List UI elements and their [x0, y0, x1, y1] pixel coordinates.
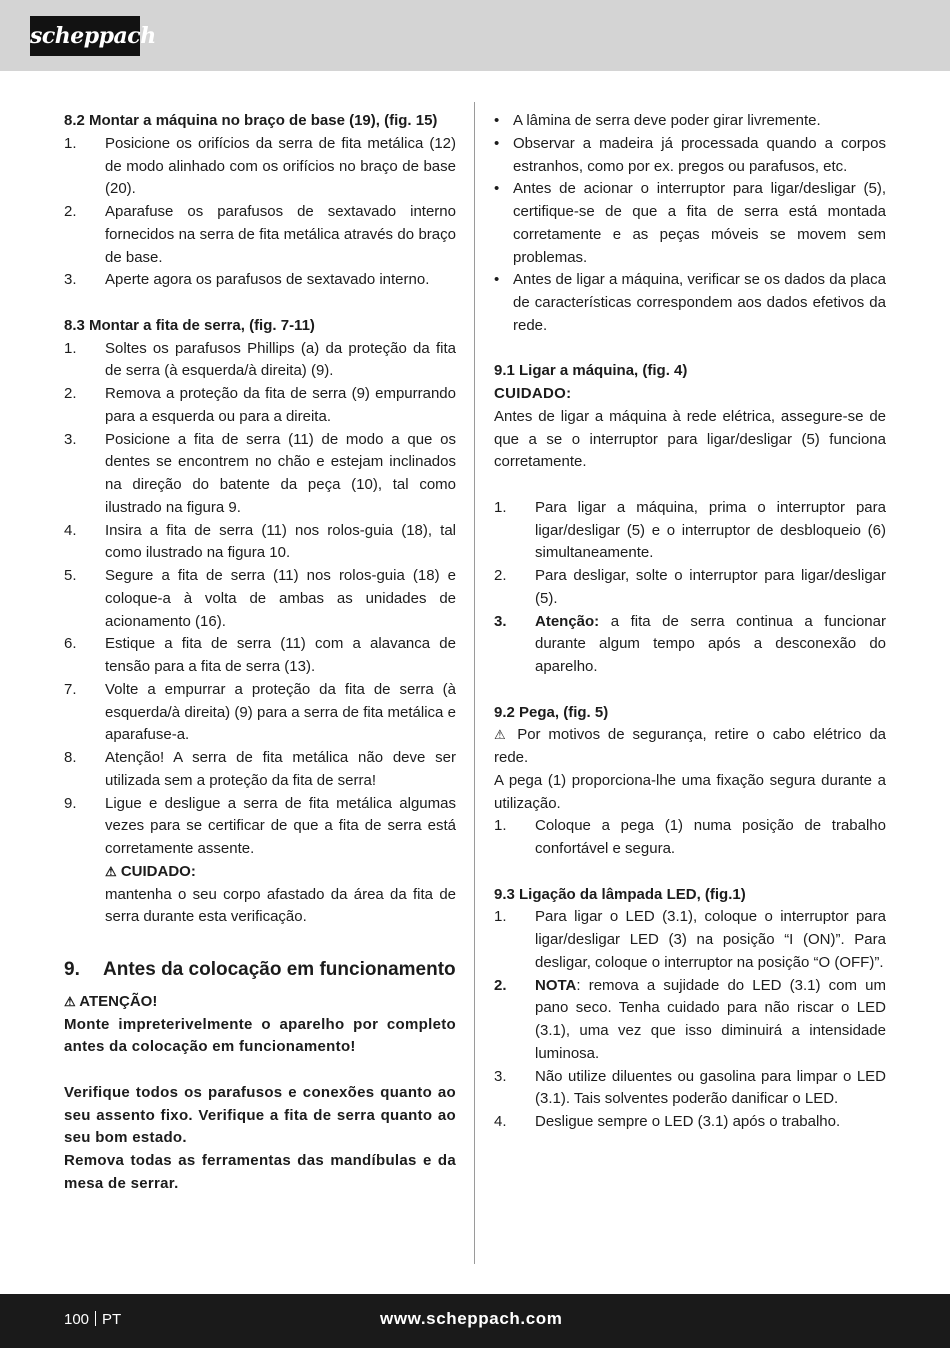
caution-text: Antes de ligar a máquina à rede elétrica, assegure-se de que a se o interruptor para ligar/desligar (5) funciona corretamente.	[494, 407, 886, 471]
check-screws-text: Verifique todos os parafusos e conexões quanto ao seu assento fixo. Verifique a fita de serra quanto ao seu bom estado.	[64, 1083, 456, 1147]
list-item: 2. NOTA: remova a sujidade do LED (3.1) com um pano seco. Tenha cuidado para não riscar o LED (3.1), uma vez que isso diminuirá a intensidade luminosa.	[494, 976, 886, 1062]
bullet-item: • Observar a madeira já processada quando a corpos estranhos, como por ex. pregos ou parafusos, etc.	[494, 134, 886, 175]
section-9-3-title: 9.3 Ligação da lâmpada LED, (fig.1)	[494, 885, 746, 903]
check-bullets	[494, 110, 886, 338]
attention-text: Monte impreterivelmente o aparelho por completo antes da colocação em funcionamento!	[64, 1015, 456, 1056]
list-item: 6. Estique a fita de serra (11) com a alavanca de tensão para a fita de serra (13).	[64, 635, 456, 675]
header-bar	[0, 0, 950, 71]
list-item: 3. Aperte agora os parafusos de sextavado interno.	[64, 271, 430, 289]
section-9-1-title: 9.1 Ligar a máquina, (fig. 4)	[494, 362, 688, 380]
scheppach-logo: scheppach	[30, 16, 140, 56]
list-item: 2. Remova a proteção da fita de serra (9) empurrando para a esquerda ou para a direita.	[64, 385, 456, 425]
right-column	[494, 110, 886, 1134]
warning-triangle-icon: ⚠	[64, 993, 76, 1009]
section-9-2-title: 9.2 Pega, (fig. 5)	[494, 703, 609, 721]
caution-label: CUIDADO:	[494, 385, 572, 402]
caution-text: mantenha o seu corpo afastado da área da fita de serra durante esta verificação.	[105, 885, 456, 926]
list-item: 1. Soltes os parafusos Phillips (a) da proteção da fita de serra (à esquerda/à direita) (9).	[64, 339, 456, 380]
list-item: 4. Insira a fita de serra (11) nos rolos-guia (18), tal como ilustrado na figura 10.	[64, 521, 456, 562]
list-item: 1. Coloque a pega (1) numa posição de trabalho confortável e segura.	[494, 817, 886, 857]
list-item: 3. Não utilize diluentes ou gasolina para limpar o LED (3.1). Tais solventes poderão danificar o LED.	[494, 1067, 886, 1108]
website-url: www.scheppach.com	[380, 1309, 563, 1328]
list-item: 3. Atenção: a fita de serra continua a funcionar durante algum tempo após a desconexão do aparelho.	[494, 612, 886, 675]
section-9-heading: 9. Antes da colocação em funcionamento	[64, 958, 456, 980]
bullet-item: • A lâmina de serra deve poder girar livremente.	[494, 112, 821, 129]
caution-label: CUIDADO:	[120, 862, 196, 880]
list-item: 1. Posicione os orifícios da serra de fita metálica (12) de modo alinhado com os orifícios no braço de base (20).	[64, 134, 456, 198]
bullet-item: • Antes de acionar o interruptor para ligar/desligar (5), certifique-se de que a fita de serra está montada corretamente e as peças móveis se movem sem problemas.	[494, 180, 886, 266]
attention-label-line: ⚠ ATENÇÃO!	[64, 992, 158, 1010]
section-8-3-title: 8.3 Montar a fita de serra, (fig. 7-11)	[64, 316, 315, 334]
column-divider	[474, 102, 475, 1264]
warning-text: ⚠ Por motivos de segurança, retire o cabo elétrico da rede.	[494, 726, 886, 766]
list-item: 1. Para ligar o LED (3.1), coloque o interruptor para ligar/desligar LED (3) na posição “I (ON)”. Para desligar, coloque o interruptor na posição “O (OFF)”.	[494, 908, 886, 971]
section-8-2-list	[64, 133, 456, 292]
bullet-item: • Antes de ligar a máquina, verificar se os dados da placa de características correspondem aos dados efetivos da rede.	[494, 271, 886, 334]
list-item: 2. Para desligar, solte o interruptor para ligar/desligar (5).	[494, 567, 886, 607]
caution-block	[64, 861, 456, 929]
list-item: 1. Para ligar a máquina, prima o interruptor para ligar/desligar (5) e o interruptor de desbloqueio (6) simultaneamente.	[494, 498, 886, 562]
list-item: 8. Atenção! A serra de fita metálica não deve ser utilizada sem a proteção da fita de serra!	[64, 749, 456, 789]
list-item: 7. Volte a empurrar a proteção da fita de serra (à esquerda/à direita) (9) para a serra de fita metálica e aparafuse-a.	[64, 680, 456, 744]
warning-triangle-icon: ⚠	[494, 727, 510, 743]
footer-bar	[0, 1294, 950, 1348]
list-item: 9. Ligue e desligue a serra de fita metálica algumas vezes para se certificar de que a fita de serra está corretamente assente.	[64, 794, 456, 857]
section-8-3-list	[64, 338, 456, 930]
warning-triangle-icon: ⚠	[105, 863, 117, 879]
remove-tools-text: Remova todas as ferramentas das mandíbulas e da mesa de serrar.	[64, 1152, 456, 1192]
page-number: 100 PT	[64, 1311, 122, 1328]
list-item: 2. Aparafuse os parafusos de sextavado interno fornecidos na serra de fita metálica através do braço de base.	[64, 203, 456, 266]
list-item: 4. Desligue sempre o LED (3.1) após o trabalho.	[494, 1113, 841, 1130]
section-8-2-title: 8.2 Montar a máquina no braço de base (19), (fig. 15)	[64, 112, 438, 129]
list-item: 3. Posicione a fita de serra (11) de modo a que os dentes se encontrem no chão e estejam inclinados na direção do batente da peça (10), tal como ilustrado na figura 9.	[64, 430, 456, 516]
handle-text: A pega (1) proporciona-lhe uma fixação segura durante a utilização.	[494, 771, 886, 812]
list-item: 5. Segure a fita de serra (11) nos rolos-guia (18) e coloque-a à volta de ambas as unidades de acionamento (16).	[64, 567, 456, 630]
left-column	[64, 110, 456, 1196]
language-code: PT	[102, 1311, 122, 1328]
